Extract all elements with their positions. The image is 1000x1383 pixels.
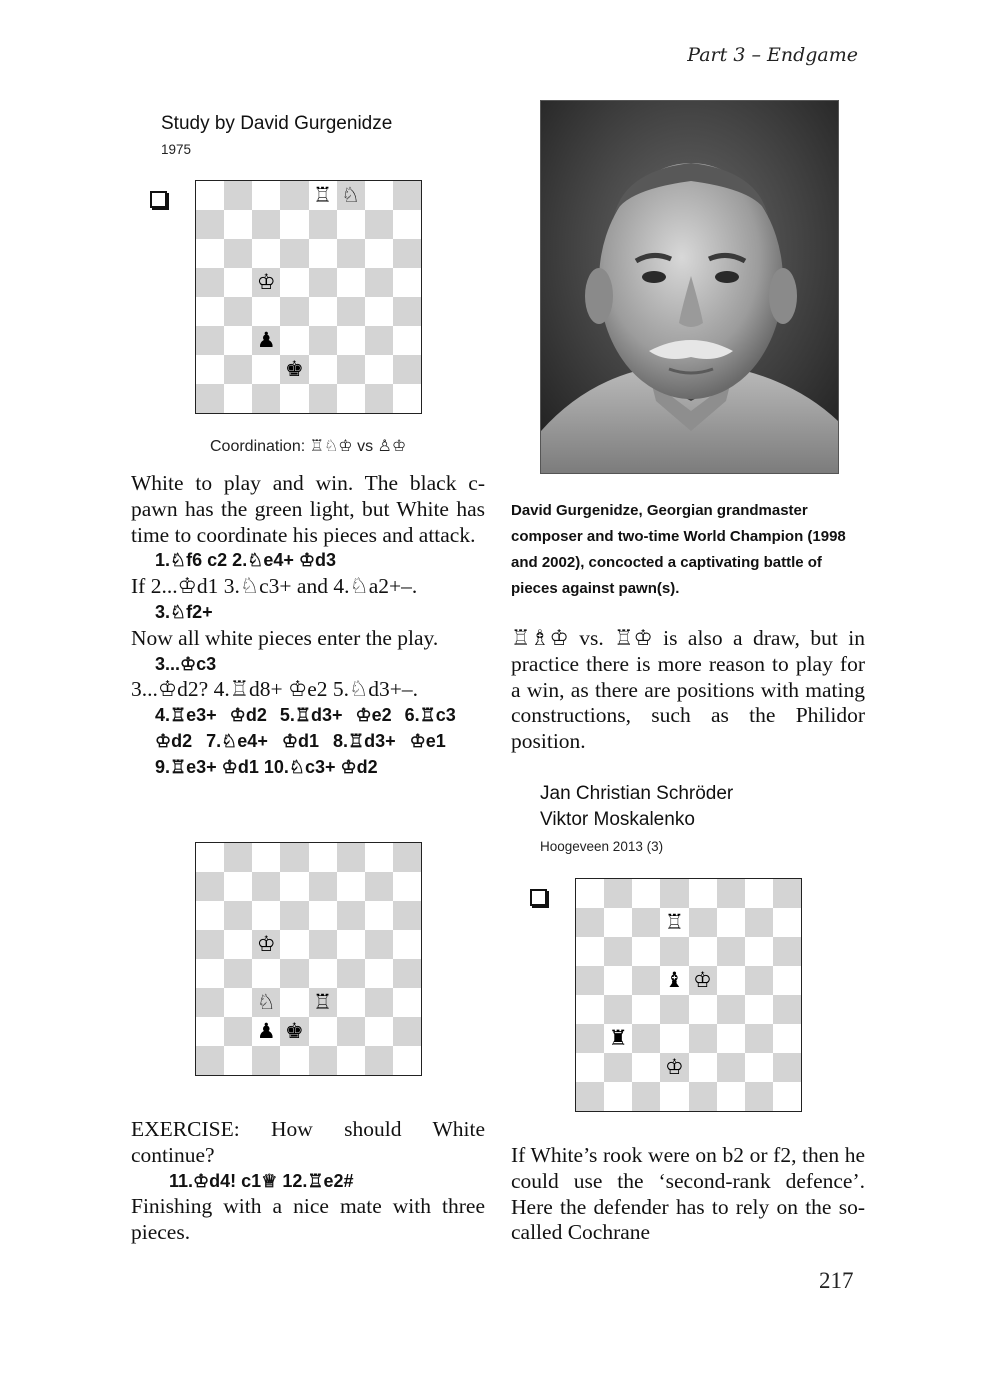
- board-square: [717, 908, 745, 937]
- board-square: [689, 966, 717, 995]
- board-square: [576, 879, 604, 908]
- white-king-icon: ♔: [665, 1055, 684, 1079]
- board-square: [393, 988, 421, 1017]
- board-square: [196, 268, 224, 297]
- board-square: [576, 937, 604, 966]
- board-square: [365, 268, 393, 297]
- board-square: [717, 1053, 745, 1082]
- board-square: [773, 995, 801, 1024]
- board-square: [365, 843, 393, 872]
- board-square: [365, 872, 393, 901]
- photo-caption: David Gurgenidze, Georgian grandmaster composer and two-time World Champion (1998 and 2002), concocted a captivating battle of pieces against pawn(s).: [511, 502, 846, 597]
- board-square: [252, 239, 280, 268]
- board-square: [224, 210, 252, 239]
- board-square: [196, 930, 224, 959]
- board-square: [365, 181, 393, 210]
- left-text-block-2: [131, 1117, 485, 1246]
- board-square: [632, 1082, 660, 1111]
- black-bishop-icon: ♝: [665, 968, 684, 992]
- white-to-move-icon: [150, 191, 167, 208]
- board-square: [365, 210, 393, 239]
- board-square: [717, 879, 745, 908]
- board-square: [660, 1024, 688, 1053]
- board-square: [689, 1082, 717, 1111]
- move-line-2: 3.♘f2+: [155, 601, 213, 622]
- board-square: [689, 879, 717, 908]
- game-white-player: Jan Christian Schröder: [540, 783, 734, 804]
- board-square: [224, 959, 252, 988]
- board-square: [224, 326, 252, 355]
- game-black-player: Viktor Moskalenko: [540, 809, 695, 830]
- board-square: [576, 908, 604, 937]
- board-square: [309, 181, 337, 210]
- board-square: [196, 843, 224, 872]
- board-square: [337, 210, 365, 239]
- board-square: [576, 1053, 604, 1082]
- portrait-photo: [540, 100, 839, 474]
- board-square: [365, 384, 393, 413]
- board-square: [280, 355, 308, 384]
- white-rook-icon: ♖: [665, 910, 684, 934]
- board-square: [365, 959, 393, 988]
- board-square: [224, 901, 252, 930]
- study-title: Study by David Gurgenidze: [161, 113, 393, 134]
- board-square: [337, 239, 365, 268]
- board-square: [252, 268, 280, 297]
- board-square: [393, 181, 421, 210]
- white-king-icon: ♔: [256, 932, 276, 956]
- board-square: [632, 879, 660, 908]
- board-square: [309, 901, 337, 930]
- board-square: [365, 297, 393, 326]
- board-square: [252, 959, 280, 988]
- board-square: [280, 210, 308, 239]
- board-square: [280, 181, 308, 210]
- board-square: [337, 930, 365, 959]
- board-square: [196, 959, 224, 988]
- board-square: [252, 843, 280, 872]
- board-square: [252, 872, 280, 901]
- board-square: [224, 843, 252, 872]
- board-square: [773, 1082, 801, 1111]
- board-square: [632, 1053, 660, 1082]
- board-square: [689, 1024, 717, 1053]
- study-year: 1975: [161, 142, 192, 157]
- board-square: [365, 901, 393, 930]
- chess-diagram-1: [195, 180, 422, 414]
- board-square: [337, 872, 365, 901]
- board-square: [745, 1024, 773, 1053]
- board-square: [337, 988, 365, 1017]
- move-line-1: 1.♘f6 c2 2.♘e4+ ♔d3: [155, 550, 337, 571]
- board-square: [660, 1053, 688, 1082]
- board-square: [393, 1046, 421, 1075]
- board-square: [309, 384, 337, 413]
- black-pawn-icon: ♟: [256, 1019, 276, 1043]
- board-square: [604, 937, 632, 966]
- board-square: [309, 959, 337, 988]
- intro-paragraph: White to play and win. The black c-pawn has the green light, but White has time to coordinate his pieces and attack.: [131, 471, 485, 547]
- board-square: [393, 843, 421, 872]
- board-square: [365, 1046, 393, 1075]
- board-square: [252, 1017, 280, 1046]
- board-square: [252, 930, 280, 959]
- board-square: [745, 937, 773, 966]
- right-paragraph-2: If White’s rook were on b2 or f2, then he could use the ‘second-rank defence’. Here the defender has to rely on the so-called Cochrane: [511, 1143, 865, 1245]
- board-square: [309, 297, 337, 326]
- page-number: 217: [819, 1268, 854, 1293]
- board-square: [280, 1017, 308, 1046]
- board-square: [224, 181, 252, 210]
- board-square: [773, 966, 801, 995]
- black-pawn-icon: ♟: [256, 328, 276, 352]
- board-square: [745, 995, 773, 1024]
- board-square: [309, 843, 337, 872]
- white-knight-icon: ♘: [256, 990, 276, 1014]
- board-square: [280, 988, 308, 1017]
- board-square: [280, 326, 308, 355]
- board-square: [280, 239, 308, 268]
- board-square: [309, 930, 337, 959]
- game-event: Hoogeveen 2013 (3): [540, 839, 664, 854]
- board-square: [393, 901, 421, 930]
- board-square: [280, 959, 308, 988]
- board-square: [309, 210, 337, 239]
- board-square: [365, 930, 393, 959]
- board-square: [604, 995, 632, 1024]
- board-square: [224, 239, 252, 268]
- board-square: [309, 239, 337, 268]
- board-square: [196, 210, 224, 239]
- board-square: [337, 297, 365, 326]
- board-square: [604, 1024, 632, 1053]
- board-square: [393, 297, 421, 326]
- board-square: [196, 239, 224, 268]
- board-square: [689, 1053, 717, 1082]
- board-square: [393, 384, 421, 413]
- board-square: [365, 355, 393, 384]
- board-square: [660, 908, 688, 937]
- board-square: [393, 210, 421, 239]
- board-square: [660, 966, 688, 995]
- board-square: [604, 879, 632, 908]
- board-square: [745, 966, 773, 995]
- black-king-icon: ♚: [285, 357, 304, 381]
- board-square: [280, 901, 308, 930]
- board-square: [717, 1024, 745, 1053]
- board-square: [393, 268, 421, 297]
- board-square: [252, 901, 280, 930]
- board-square: [745, 908, 773, 937]
- board-square: [576, 1082, 604, 1111]
- final-paragraph: Finishing with a nice mate with three pieces.: [131, 1194, 485, 1245]
- board-square: [309, 988, 337, 1017]
- white-rook-icon: ♖: [313, 183, 332, 207]
- move-line-4c: 9.♖e3+ ♔d1 10.♘c3+ ♔d2: [155, 756, 378, 777]
- board-square: [365, 988, 393, 1017]
- board-square: [280, 297, 308, 326]
- board-square: [224, 930, 252, 959]
- board-square: [224, 268, 252, 297]
- board-square: [745, 1053, 773, 1082]
- white-king-icon: ♔: [693, 968, 712, 992]
- black-king-icon: ♚: [285, 1019, 304, 1043]
- board-square: [660, 937, 688, 966]
- board-square: [280, 872, 308, 901]
- white-king-icon: ♔: [256, 270, 276, 294]
- board-square: [252, 355, 280, 384]
- note-1: If 2...♔d1 3.♘c3+ and 4.♘a2+–.: [131, 574, 418, 599]
- board-square: [337, 268, 365, 297]
- board-square: [196, 901, 224, 930]
- board-square: [196, 297, 224, 326]
- board-square: [717, 937, 745, 966]
- board-square: [196, 326, 224, 355]
- board-square: [393, 1017, 421, 1046]
- board-square: [689, 995, 717, 1024]
- note-2: Now all white pieces enter the play.: [131, 625, 439, 650]
- portrait-image: [541, 101, 838, 473]
- board-square: [309, 872, 337, 901]
- exercise-text: EXERCISE: How should White continue?: [131, 1117, 485, 1167]
- right-paragraph-1: ♖♗♔ vs. ♖♔ is also a draw, but in practice there is more reason to play for a win, as there are positions with mating constructions, such as the Philidor position.: [511, 626, 865, 754]
- board-square: [604, 1053, 632, 1082]
- board-square: [337, 181, 365, 210]
- board-square: [337, 326, 365, 355]
- board-square: [337, 355, 365, 384]
- board-square: [689, 937, 717, 966]
- board-square: [773, 1053, 801, 1082]
- board-square: [337, 1046, 365, 1075]
- board-square: [224, 1017, 252, 1046]
- move-line-4a: 4.♖e3+ ♔d2 5.♖d3+ ♔e2 6.♖c3: [155, 705, 456, 726]
- board-square: [660, 1082, 688, 1111]
- board-square: [393, 959, 421, 988]
- board-square: [337, 1017, 365, 1046]
- board-square: [280, 843, 308, 872]
- board-square: [280, 930, 308, 959]
- board-square: [309, 1046, 337, 1075]
- board-square: [196, 384, 224, 413]
- board-square: [745, 1082, 773, 1111]
- board-square: [632, 937, 660, 966]
- board-square: [393, 355, 421, 384]
- board-square: [604, 966, 632, 995]
- board-square: [252, 1046, 280, 1075]
- board-square: [252, 326, 280, 355]
- board-square: [576, 966, 604, 995]
- white-to-move-icon: [530, 889, 547, 906]
- board-square: [252, 988, 280, 1017]
- board-square: [252, 210, 280, 239]
- board-square: [365, 326, 393, 355]
- board-square: [280, 268, 308, 297]
- board-square: [252, 384, 280, 413]
- board-square: [576, 1024, 604, 1053]
- board-square: [309, 355, 337, 384]
- board-square: [773, 1024, 801, 1053]
- move-line-3: 3...♔c3: [155, 653, 217, 674]
- white-rook-icon: ♖: [313, 990, 332, 1014]
- board-square: [576, 995, 604, 1024]
- board-square: [337, 959, 365, 988]
- chess-diagram-3: [575, 878, 802, 1112]
- board-square: [773, 879, 801, 908]
- board-square: [280, 1046, 308, 1075]
- board-square: [632, 995, 660, 1024]
- board-square: [224, 355, 252, 384]
- board-square: [224, 384, 252, 413]
- board-square: [365, 239, 393, 268]
- board-square: [309, 268, 337, 297]
- board-square: [196, 181, 224, 210]
- diagram-1-caption: Coordination: ♖♘♔ vs ♙♔: [210, 438, 407, 455]
- board-square: [660, 995, 688, 1024]
- board-square: [604, 1082, 632, 1111]
- board-square: [689, 908, 717, 937]
- board-square: [252, 297, 280, 326]
- chess-diagram-2: [195, 842, 422, 1076]
- board-square: [196, 1046, 224, 1075]
- black-rook-icon: ♜: [608, 1026, 628, 1050]
- board-square: [337, 384, 365, 413]
- board-square: [632, 1024, 660, 1053]
- note-3: 3...♔d2? 4.♖d8+ ♔e2 5.♘d3+–.: [131, 677, 419, 702]
- board-square: [393, 326, 421, 355]
- board-square: [196, 1017, 224, 1046]
- board-square: [393, 872, 421, 901]
- board-square: [196, 872, 224, 901]
- board-square: [309, 1017, 337, 1046]
- board-square: [717, 995, 745, 1024]
- board-square: [393, 930, 421, 959]
- board-square: [632, 966, 660, 995]
- board-square: [337, 901, 365, 930]
- board-square: [224, 297, 252, 326]
- board-square: [196, 988, 224, 1017]
- white-knight-icon: ♘: [341, 183, 361, 207]
- board-square: [337, 843, 365, 872]
- board-square: [252, 181, 280, 210]
- board-square: [632, 908, 660, 937]
- board-square: [745, 879, 773, 908]
- board-square: [196, 355, 224, 384]
- board-square: [365, 1017, 393, 1046]
- left-text-block: [131, 471, 485, 781]
- board-square: [224, 988, 252, 1017]
- board-square: [224, 1046, 252, 1075]
- board-square: [280, 384, 308, 413]
- running-head: Part 3 – Endgame: [687, 44, 858, 66]
- board-square: [393, 239, 421, 268]
- board-square: [773, 937, 801, 966]
- move-line-5: 11.♔d4! c1♕ 12.♖e2#: [169, 1170, 354, 1191]
- board-square: [309, 326, 337, 355]
- board-square: [773, 908, 801, 937]
- board-square: [717, 966, 745, 995]
- board-square: [717, 1082, 745, 1111]
- move-line-4b: ♔d2 7.♘e4+ ♔d1 8.♖d3+ ♔e1: [155, 730, 446, 751]
- board-square: [224, 872, 252, 901]
- board-square: [660, 879, 688, 908]
- board-square: [604, 908, 632, 937]
